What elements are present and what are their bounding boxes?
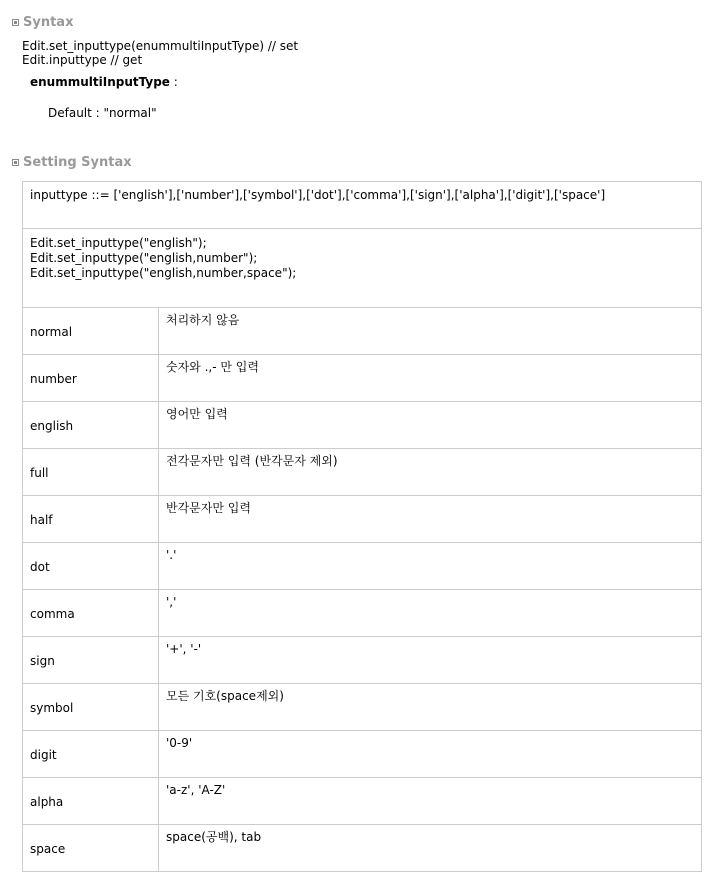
setting-syntax-title-text: Setting Syntax xyxy=(23,155,132,170)
examples-row xyxy=(23,229,702,308)
option-name: sign xyxy=(23,637,159,684)
option-name: alpha xyxy=(23,778,159,825)
syntax-set-line: Edit.set_inputtype(enummultiInputType) // set xyxy=(22,39,299,53)
param-suffix: : xyxy=(169,75,178,89)
default-value: Default : "normal" xyxy=(48,106,157,120)
option-desc: 모든 기호(space제외) xyxy=(159,684,702,731)
grammar-cell: inputtype ::= ['english'],['number'],['symbol'],['dot'],['comma'],['sign'],['alpha'],['digit'],['space'] xyxy=(23,182,702,229)
syntax-title-text: Syntax xyxy=(23,15,74,30)
option-row xyxy=(23,731,702,778)
option-name: dot xyxy=(23,543,159,590)
option-name: digit xyxy=(23,731,159,778)
square-bullet-icon xyxy=(12,159,19,166)
examples-cell: Edit.set_inputtype("english"); Edit.set_inputtype("english,number"); Edit.set_inputtype("english,number,space"); xyxy=(23,229,702,308)
syntax-get-line: Edit.inputtype // get xyxy=(22,53,143,67)
option-desc: '+', '-' xyxy=(159,637,702,684)
option-row xyxy=(23,402,702,449)
setting-syntax-table xyxy=(22,181,702,872)
option-row xyxy=(23,637,702,684)
option-name: half xyxy=(23,496,159,543)
option-desc: 전각문자만 입력 (반각문자 제외) xyxy=(159,449,702,496)
param-name: enummultiInputType xyxy=(30,75,170,89)
option-row xyxy=(23,684,702,731)
option-row xyxy=(23,825,702,872)
option-desc: 숫자와 .,- 만 입력 xyxy=(159,355,702,402)
option-name: space xyxy=(23,825,159,872)
option-desc: 영어만 입력 xyxy=(159,402,702,449)
option-row xyxy=(23,778,702,825)
setting-syntax-section-title xyxy=(12,155,132,170)
option-row xyxy=(23,355,702,402)
option-desc: 처리하지 않음 xyxy=(159,308,702,355)
option-row xyxy=(23,449,702,496)
option-name: symbol xyxy=(23,684,159,731)
option-name: comma xyxy=(23,590,159,637)
option-desc: 'a-z', 'A-Z' xyxy=(159,778,702,825)
option-desc: '.' xyxy=(159,543,702,590)
option-name: english xyxy=(23,402,159,449)
option-desc: ',' xyxy=(159,590,702,637)
option-row xyxy=(23,590,702,637)
square-bullet-icon xyxy=(12,19,19,26)
option-desc: '0-9' xyxy=(159,731,702,778)
option-name: normal xyxy=(23,308,159,355)
option-name: full xyxy=(23,449,159,496)
syntax-section-title xyxy=(12,15,73,30)
option-name: number xyxy=(23,355,159,402)
grammar-row xyxy=(23,182,702,229)
option-row xyxy=(23,308,702,355)
param-heading xyxy=(30,75,178,89)
option-row xyxy=(23,543,702,590)
option-desc: 반각문자만 입력 xyxy=(159,496,702,543)
option-desc: space(공백), tab xyxy=(159,825,702,872)
option-row xyxy=(23,496,702,543)
